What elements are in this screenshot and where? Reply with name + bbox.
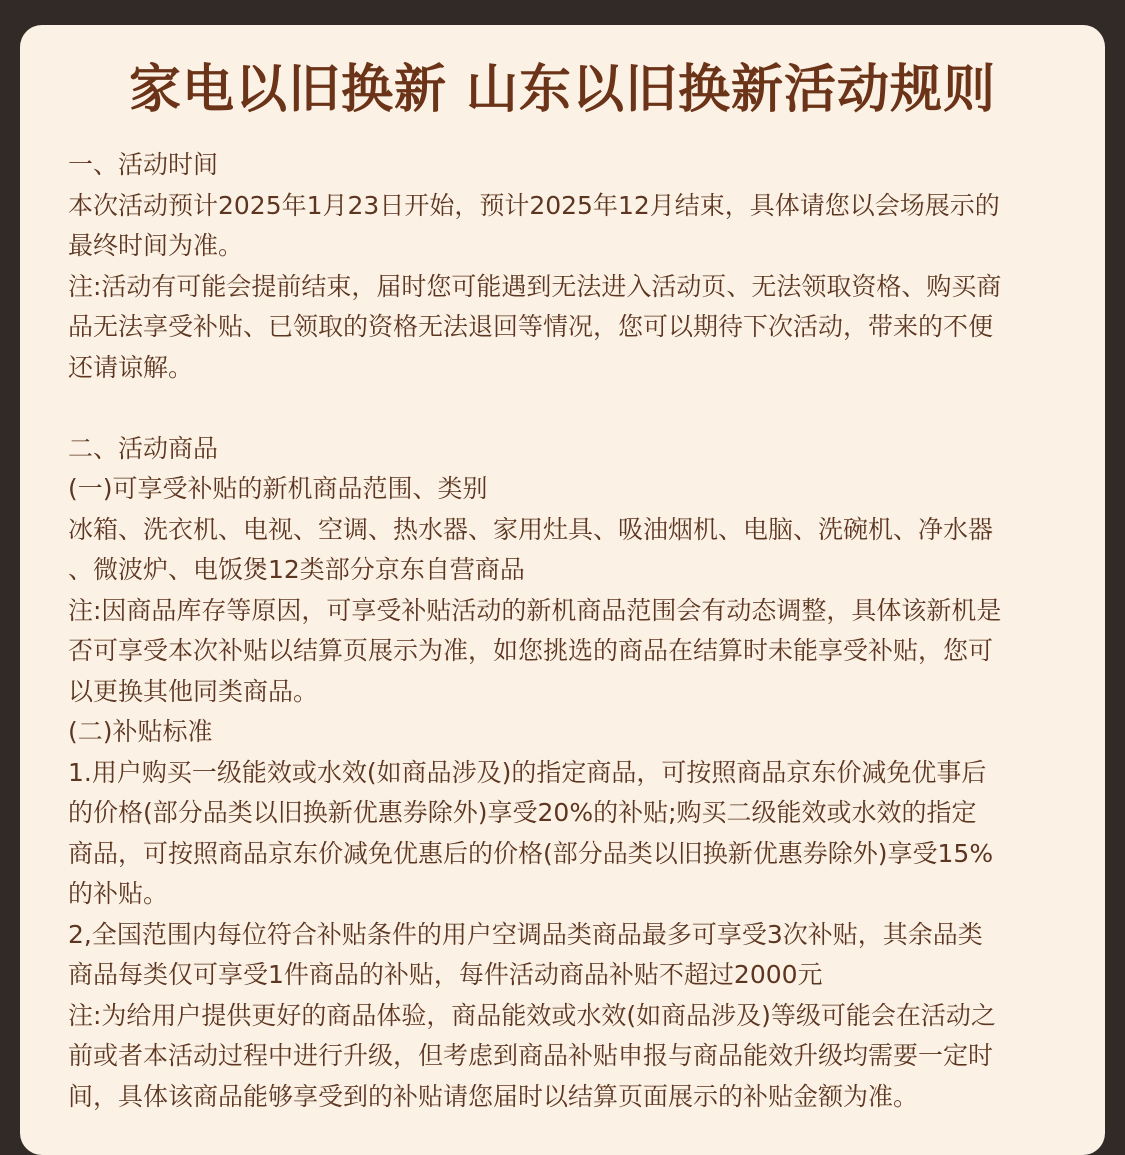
paragraph-line: 1.用户购买一级能效或水效(如商品涉及)的指定商品，可按照商品京东价减免优事后	[68, 757, 987, 787]
note-line: 注:活动有可能会提前结束，届时您可能遇到无法进入活动页、无法领取资格、购买商	[68, 271, 1002, 301]
note-line: 间，具体该商品能够享受到的补贴请您届时以结算页面展示的补贴金额为准。	[68, 1081, 919, 1111]
note-line: 前或者本活动过程中进行升级，但考虑到商品补贴申报与商品能效升级均需要一定时	[68, 1041, 994, 1070]
note-line: 以更换其他同类商品。	[68, 676, 319, 706]
paragraph-line: 的补贴。	[68, 879, 169, 908]
note-line: 注:因商品库存等原因，可享受补贴活动的新机商品范围会有动态调整，具体该新机是	[68, 595, 1002, 625]
paragraph-line: 本次活动预计2025年1月23日开始，预计2025年12月结束，具体请您以会场展示的	[68, 190, 1000, 220]
paragraph-line: 2,全国范围内每位符合补贴条件的用户空调品类商品最多可享受3次补贴，其余品类	[68, 919, 983, 949]
paragraph-line: 冰箱、洗衣机、电视、空调、热水器、家用灶具、吸油烟机、电脑、洗碗机、净水器	[68, 514, 994, 544]
paragraph-line: 商品，可按照商品京东价减免优惠后的价格(部分品类以旧换新优惠券除外)享受15%	[68, 838, 994, 868]
section-spacer	[68, 388, 1068, 429]
paragraph-line: 、微波炉、电饭煲12类部分京东自营商品	[68, 555, 525, 584]
paragraph-line: 的价格(部分品类以旧换新优惠券除外)享受20%的补贴;购买二级能效或水效的指定	[68, 798, 977, 827]
page-title: 家电以旧换新 山东以旧换新活动规则	[128, 60, 997, 120]
note-line: 注:为给用户提供更好的商品体验，商品能效或水效(如商品涉及)等级可能会在活动之	[68, 1000, 996, 1030]
section-heading-time: 一、活动时间	[68, 150, 219, 179]
note-line: 还请谅解。	[68, 352, 194, 382]
subsection-heading-scope: (一)可享受补贴的新机商品范围、类别	[68, 474, 488, 503]
section-heading-products: 二、活动商品	[68, 433, 219, 463]
paragraph-line: 商品每类仅可享受1件商品的补贴，每件活动商品补贴不超过2000元	[68, 960, 823, 989]
rules-content	[68, 145, 1068, 1117]
note-line: 否可享受本次补贴以结算页展示为准，如您挑选的商品在结算时未能享受补贴，您可	[68, 636, 994, 665]
subsection-heading-standard: (二)补贴标准	[68, 717, 213, 746]
paragraph-line: 最终时间为准。	[68, 231, 244, 260]
note-line: 品无法享受补贴、已领取的资格无法退回等情况，您可以期待下次活动，带来的不便	[68, 312, 994, 341]
